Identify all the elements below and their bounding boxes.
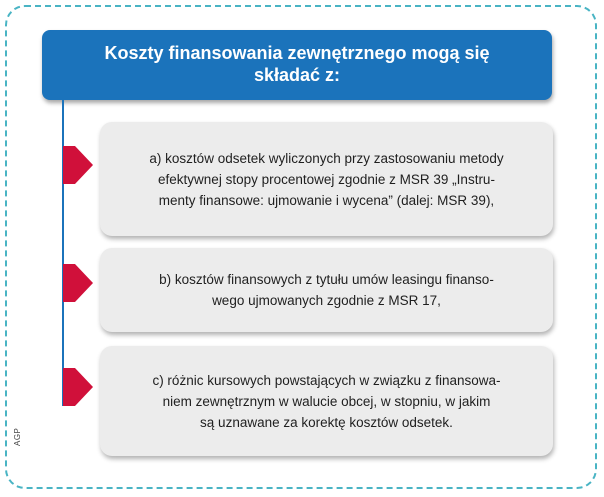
arrow-icon	[63, 264, 93, 302]
item-text	[114, 269, 539, 311]
item-text	[114, 148, 539, 211]
item-line: menty finansowe: ujmowanie i wycena” (dalej: MSR 39),	[158, 192, 495, 208]
item-line: są uznawane za korektę kosztów odsetek.	[200, 414, 453, 430]
item-line: wego ujmowanych zgodnie z MSR 17,	[212, 293, 441, 308]
item-line: efektywnej stopy procentowej zgodnie z MSR 39 „Instru-	[158, 171, 495, 187]
arrow-icon	[63, 368, 93, 406]
title-line-1: Koszty finansowania zewnętrznego mogą się	[104, 43, 490, 63]
item-line: c) różnic kursowych powstających w związku z finansowa-	[152, 372, 501, 388]
item-card-c	[100, 346, 553, 456]
credit-label: AGP	[13, 427, 22, 446]
item-line: b) kosztów finansowych z tytułu umów leasingu finanso-	[159, 272, 494, 287]
title-line-2: składać z:	[253, 65, 341, 85]
title-box	[42, 30, 552, 100]
item-line: niem zewnętrznym w walucie obcej, w stopniu, w jakim	[162, 393, 491, 409]
arrow-icon	[63, 146, 93, 184]
item-text	[114, 370, 539, 433]
item-card-a	[100, 122, 553, 236]
item-line: a) kosztów odsetek wyliczonych przy zastosowaniu metody	[149, 150, 504, 166]
item-card-b	[100, 248, 553, 332]
